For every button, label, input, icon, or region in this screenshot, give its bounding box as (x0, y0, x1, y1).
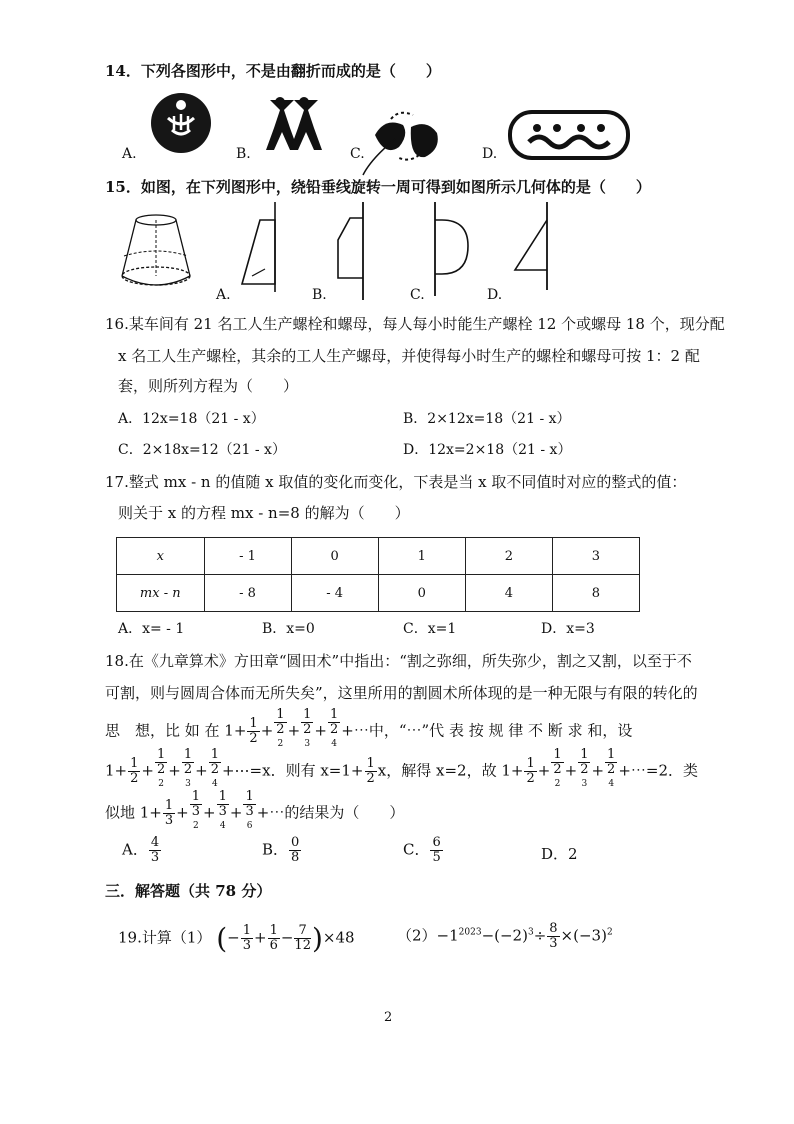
fraction: $\frac{1}{2}$ (249, 716, 258, 747)
q18-line5-text-b: +⋯的结果为（ ） (256, 803, 405, 822)
q15-option-b: B. (312, 287, 327, 303)
fraction: 1 2 $^3$ (183, 747, 193, 789)
fraction: $\frac{0}{8}$ (291, 835, 300, 865)
fraction: 1 2 $^2$ (156, 747, 166, 789)
q14-figure-b-image (260, 92, 330, 154)
q17-value-table (116, 537, 640, 612)
table-cell: - 1 (204, 538, 291, 575)
q18-line3-text-a: 思 想，比 如 在 1+ (105, 721, 247, 740)
table-cell: - 8 (204, 575, 291, 612)
fraction: 1 2 $^4$ (210, 747, 219, 789)
q17-option-a: A．x= - 1 (118, 621, 185, 637)
q18-line2: 可割，则与圆周合体而无所失矣”，这里所用的割圆术所体现的是一种无限与有限的转化的 (105, 684, 698, 702)
fraction: $\frac{1}{2}$ (366, 756, 375, 787)
table-cell: x (117, 538, 205, 575)
q18-line4-text-a: 1+ (105, 761, 128, 780)
fraction: 1 3 $^6$ (245, 789, 254, 831)
page-number: 2 (384, 1010, 393, 1025)
q14-stem: 14．下列各图形中，不是由翻折而成的是（ ） (105, 62, 441, 80)
fraction: 1 2 $^4$ (607, 747, 616, 789)
fraction: $\frac{6}{5}$ (432, 835, 441, 865)
q17-option-b: B．x=0 (262, 621, 315, 637)
q15-option-c: C. (410, 287, 425, 303)
q18-option-b: B． $\frac{0}{8}$ (262, 835, 300, 865)
q16-line3: 套，则所列方程为（ ） (118, 377, 299, 395)
q15-frustum-image (116, 208, 194, 290)
q18-line5-text-a: 似地 1+ (105, 803, 162, 822)
q18-option-a: A． $\frac{4}{3}$ (122, 835, 160, 865)
table-cell: 0 (291, 538, 378, 575)
q14-option-c: C. (350, 146, 365, 162)
q15-option-a: A. (216, 287, 231, 303)
table-cell: 4 (465, 575, 552, 612)
fraction: $\frac{1}{3}$ (164, 798, 174, 829)
fraction: 1 3 $^4$ (218, 789, 227, 831)
q14-figure-c-image (355, 105, 445, 177)
q16-line2: x 名工人生产螺栓，其余的工人生产螺母，并使得每小时生产的螺栓和螺母可按 1：2 配 (118, 347, 700, 365)
q15-figure-a-image (232, 196, 282, 296)
q19-label: 19.计算（1） (118, 928, 212, 947)
section-title: 三．解答题（共 78 分） (105, 882, 272, 900)
fraction: $\frac{7}{12}$ (294, 923, 311, 953)
right-paren-icon: ) (311, 922, 323, 955)
q14-figure-d-image (507, 106, 631, 162)
q15-stem: 15．如图，在下列图形中，绕铅垂线旋转一周可得到如图所示几何体的是（ ） (105, 178, 651, 196)
table-cell: 2 (465, 538, 552, 575)
fraction: $\frac{1}{2}$ (130, 756, 139, 787)
fraction: 1 3 $^2$ (191, 789, 201, 831)
q14-figure-a-image (148, 92, 218, 154)
q19-part1: 19.计算（1） (− $\frac{1}{3}$ + $\frac{1}{6}$ − $\frac{7}{12}$ )×48 (118, 922, 355, 955)
q18-line3: 思 想，比 如 在 1+ $\frac{1}{2}$ + 1 2 $^2$ + 1 2 $^3$ + 1 2 $^4$ +⋯中，“⋯”代 表 按 规 律 不 断 求 和，设 (105, 708, 632, 755)
fraction: 1 2 $^4$ (330, 707, 339, 749)
q18-line4-text-c: x，解得 x=2，故 1+ (377, 761, 524, 780)
table-cell: 0 (378, 575, 465, 612)
q18-option-c: C． $\frac{6}{5}$ (403, 835, 441, 865)
fraction: 1 2 $^2$ (276, 707, 285, 749)
q17-line2: 则关于 x 的方程 mx - n=8 的解为（ ） (118, 504, 410, 522)
q17-option-d: D．x=3 (541, 621, 595, 637)
fraction: $\frac{4}{3}$ (150, 835, 160, 865)
fraction: $\frac{1}{6}$ (269, 923, 278, 953)
table-cell: - 4 (291, 575, 378, 612)
q16-option-a: A．12x=18（21 - x） (118, 411, 265, 427)
table-cell: mx - n (117, 575, 205, 612)
q14-option-a: A. (122, 146, 137, 162)
q16-option-c: C．2×18x=12（21 - x） (118, 442, 286, 458)
table-row (117, 538, 640, 575)
table-cell: 3 (552, 538, 639, 575)
q18-line4-text-b: +⋯=x．则有 x=1+ (221, 761, 364, 780)
q18-line3-text-b: +⋯中，“⋯”代 表 按 规 律 不 断 求 和，设 (341, 721, 633, 740)
q15-figure-b-image (330, 200, 370, 300)
q19-part2: $(2)-1^{2023}-(-2)^3\div$ $\frac{8}{3}$ $\times(-3)^2$ (397, 921, 613, 951)
q18-line4-text-d: +⋯=2．类 (618, 761, 699, 780)
q15-option-d: D. (487, 287, 503, 303)
q16-option-d: D．12x=2×18（21 - x） (403, 442, 572, 458)
table-row (117, 575, 640, 612)
q14-option-d: D. (482, 146, 498, 162)
q15-figure-c-image (428, 198, 478, 298)
q17-line1: 17.整式 mx - n 的值随 x 取值的变化而变化，下表是当 x 取不同值时对应的整式的值： (105, 473, 687, 491)
q18-line4: 1+ $\frac{1}{2}$ + 1 2 $^2$ + 1 2 $^3$ + 1 2 $^4$ +⋯=x．则有 x=1+ $\frac{1}{2}$ x，解得 x=2，故 1+ $\frac{1}{2}$ + 1 2 $^2$ + 1 2 $^3$ + 1 2 $^4$ +⋯=2．类 (105, 748, 698, 795)
q15-figure-d-image (505, 200, 555, 292)
table-cell: 8 (552, 575, 639, 612)
q18-line1: 18.在《九章算术》方田章“圆田术”中指出：“割之弥细，所失弥少，割之又割，以至于不 (105, 652, 692, 670)
fraction: $\frac{8}{3}$ (549, 921, 558, 951)
table-cell: 1 (378, 538, 465, 575)
fraction: 1 2 $^2$ (553, 747, 562, 789)
fraction: $\frac{1}{2}$ (526, 756, 535, 787)
q16-option-b: B．2×12x=18（21 - x） (403, 411, 571, 427)
fraction: $\frac{1}{3}$ (242, 923, 251, 953)
q16-line1: 16.某车间有 21 名工人生产螺栓和螺母，每人每小时能生产螺栓 12 个或螺母 18 个，现分配 (105, 315, 725, 333)
q14-option-b: B. (236, 146, 251, 162)
q17-option-c: C．x=1 (403, 621, 457, 637)
q18-option-d: D．2 (541, 845, 578, 863)
q18-line5: 似地 1+ $\frac{1}{3}$ + 1 3 $^2$ + 1 3 $^4$ + 1 3 $^6$ +⋯的结果为（ ） (105, 790, 404, 837)
fraction: 1 2 $^3$ (303, 707, 312, 749)
fraction: 1 2 $^3$ (580, 747, 589, 789)
left-paren-icon: ( (216, 922, 228, 955)
